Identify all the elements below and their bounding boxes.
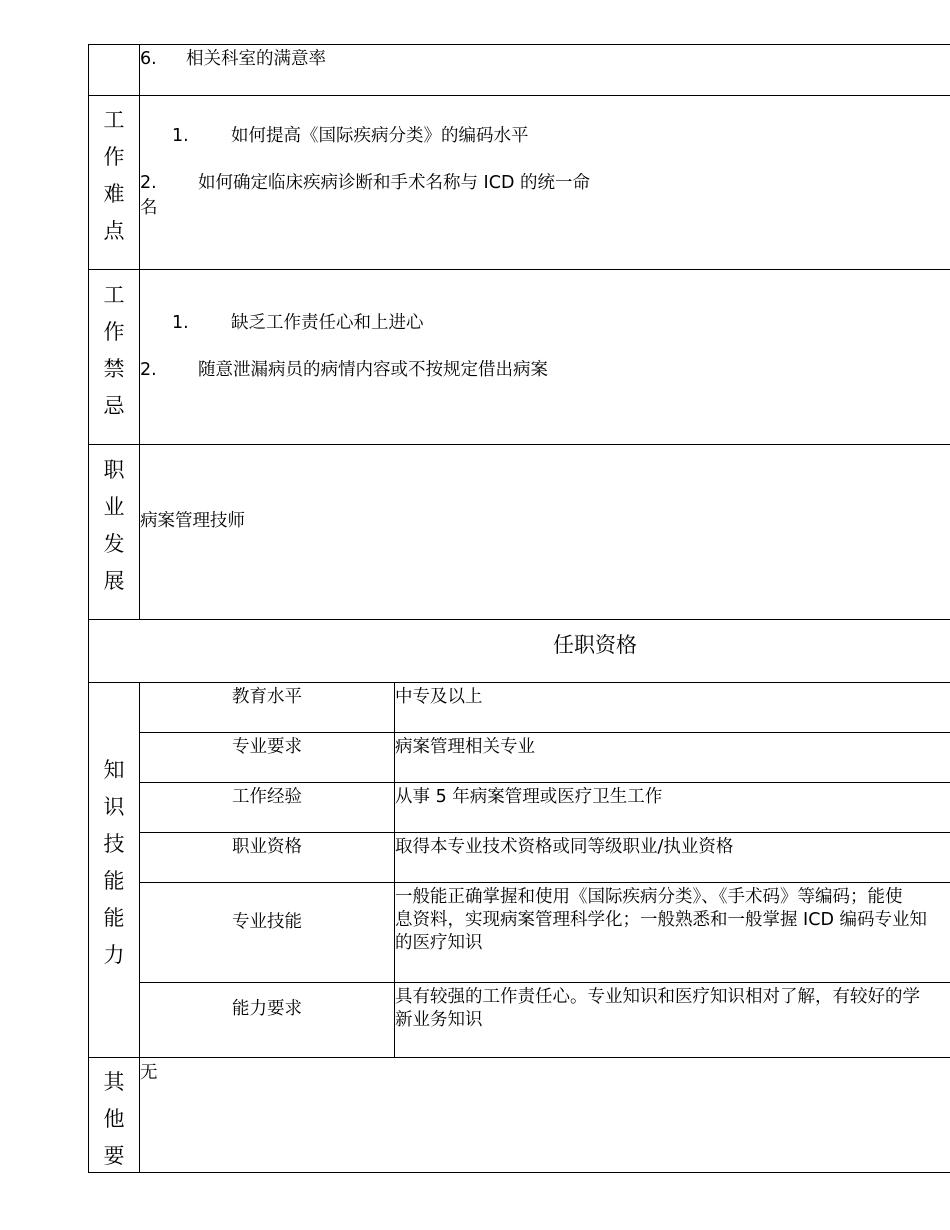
difficulty-item-1-text: 如何提高《国际疾病分类》的编码水平 [231, 126, 529, 146]
ability-value-line-1: 具有较强的工作责任心。专业知识和医疗知识相对了解，有较好的学 [395, 987, 920, 1007]
top-row-number: 6. [140, 49, 157, 69]
knowledge-label: 知 识 技 能 能 力 [103, 758, 125, 967]
other-text: 无 [140, 1063, 158, 1083]
certification-label: 职业资格 [232, 837, 302, 857]
major-label: 专业要求 [232, 737, 302, 757]
taboo-item-1-number: 1. [172, 313, 189, 333]
ability-value-line-2: 新业务知识 [395, 1010, 483, 1030]
difficulty-label: 工 作 难 点 [103, 108, 125, 243]
career-text: 病案管理技师 [140, 511, 245, 531]
other-label: 其 他 要 [103, 1070, 125, 1168]
taboo-item-1-text: 缺乏工作责任心和上进心 [231, 313, 424, 333]
experience-label: 工作经验 [232, 787, 302, 807]
skills-value-line-3: 的医疗知识 [395, 933, 483, 953]
difficulty-item-1-number: 1. [172, 126, 189, 146]
major-value: 病案管理相关专业 [395, 737, 535, 757]
certification-value: 取得本专业技术资格或同等级职业/执业资格 [395, 837, 734, 857]
career-label: 职 业 发 展 [103, 458, 125, 593]
taboo-item-2-number: 2. [140, 360, 157, 380]
ability-label: 能力要求 [232, 999, 302, 1019]
skills-label: 专业技能 [232, 912, 302, 932]
education-value: 中专及以上 [395, 687, 483, 707]
difficulty-item-2-wrap: 名 [140, 198, 158, 218]
difficulty-item-2-number: 2. [140, 173, 157, 193]
education-label: 教育水平 [232, 687, 302, 707]
qualification-header: 任职资格 [553, 633, 637, 657]
skills-value-line-1: 一般能正确掌握和使用《国际疾病分类》、《手术码》等编码；能使 [395, 887, 903, 907]
taboo-item-2-text: 随意泄漏病员的病情内容或不按规定借出病案 [198, 360, 548, 380]
difficulty-item-2-text: 如何确定临床疾病诊断和手术名称与 ICD 的统一命 [198, 173, 590, 193]
top-row-text: 相关科室的满意率 [186, 49, 326, 69]
taboo-label: 工 作 禁 忌 [103, 283, 125, 418]
skills-value-line-2: 息资料，实现病案管理科学化；一般熟悉和一般掌握 ICD 编码专业知 [395, 910, 927, 930]
experience-value: 从事 5 年病案管理或医疗卫生工作 [395, 787, 663, 807]
